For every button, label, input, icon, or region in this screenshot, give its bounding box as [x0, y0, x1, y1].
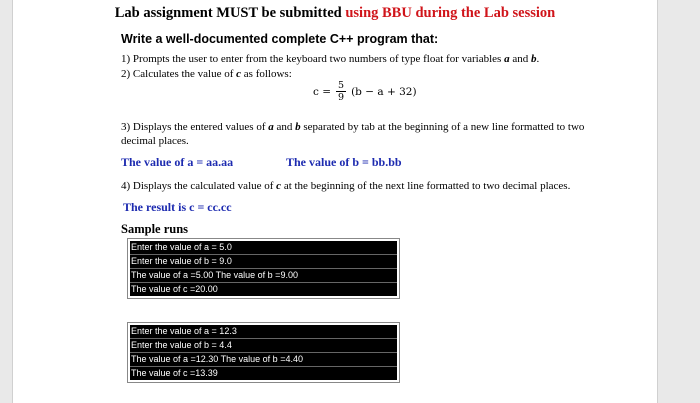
step-1-and: and — [509, 53, 531, 65]
instructions-heading: Write a well-documented complete C++ program that: — [121, 32, 439, 46]
step-1-text: 1) Prompts the user to enter from the keyboard two numbers of type float for variables — [121, 53, 505, 65]
fraction-denominator: 9 — [338, 92, 345, 103]
format-result: The result is c = cc.cc — [123, 200, 232, 214]
step-3-text-cont: separated by tab at the beginning of a new line formatted to two — [300, 121, 585, 133]
formula — [313, 80, 417, 103]
step-2-end: as follows: — [241, 68, 292, 80]
step-4 — [121, 179, 570, 193]
console-line: The value of a =5.00 The value of b =9.00 — [130, 269, 397, 283]
document-page — [12, 0, 658, 403]
console-line: Enter the value of a = 12.3 — [130, 325, 397, 339]
console-output — [130, 325, 397, 380]
console-line: The value of a =12.30 The value of b =4.40 — [130, 353, 397, 367]
step-3-text: 3) Displays the entered values of — [121, 121, 269, 133]
page-title — [13, 5, 657, 22]
sample-runs-label: Sample runs — [121, 222, 189, 236]
var-b: b — [530, 53, 537, 65]
step-1 — [121, 52, 539, 66]
step-2 — [121, 67, 292, 81]
step-3 — [121, 120, 584, 134]
var-b: b — [295, 121, 301, 133]
step-3-and: and — [273, 121, 296, 133]
format-value-b: The value of b = bb.bb — [286, 155, 402, 169]
console-line: Enter the value of b = 4.4 — [130, 339, 397, 353]
sample-run-1 — [127, 238, 400, 299]
console-line: Enter the value of b = 9.0 — [130, 255, 397, 269]
step-3-line-2: decimal places. — [121, 135, 189, 147]
console-line: Enter the value of a = 5.0 — [130, 241, 397, 255]
title-prefix: Lab assignment MUST be submitted — [114, 5, 346, 21]
format-value-a: The value of a = aa.aa — [121, 155, 234, 169]
sample-run-2 — [127, 322, 400, 383]
fraction-numerator: 5 — [338, 80, 345, 91]
step-2-text: 2) Calculates the value of — [121, 68, 237, 80]
formula-lhs: c = — [313, 85, 332, 98]
console-line: The value of c =13.39 — [131, 368, 218, 378]
var-c: c — [276, 180, 282, 192]
var-a: a — [268, 121, 274, 133]
console-output — [130, 241, 397, 296]
console-line: The value of c =20.00 — [131, 284, 218, 294]
var-c: c — [236, 68, 242, 80]
step-4-text-cont: at the beginning of the next line formatted to two decimal places. — [281, 180, 571, 192]
formula-rhs: (b − a + 32) — [351, 85, 417, 98]
step-4-text: 4) Displays the calculated value of — [121, 180, 277, 192]
title-highlight: using BBU during the Lab session — [345, 5, 556, 21]
step-1-end: . — [536, 53, 540, 65]
formula-fraction — [336, 80, 346, 103]
var-a: a — [504, 53, 510, 65]
